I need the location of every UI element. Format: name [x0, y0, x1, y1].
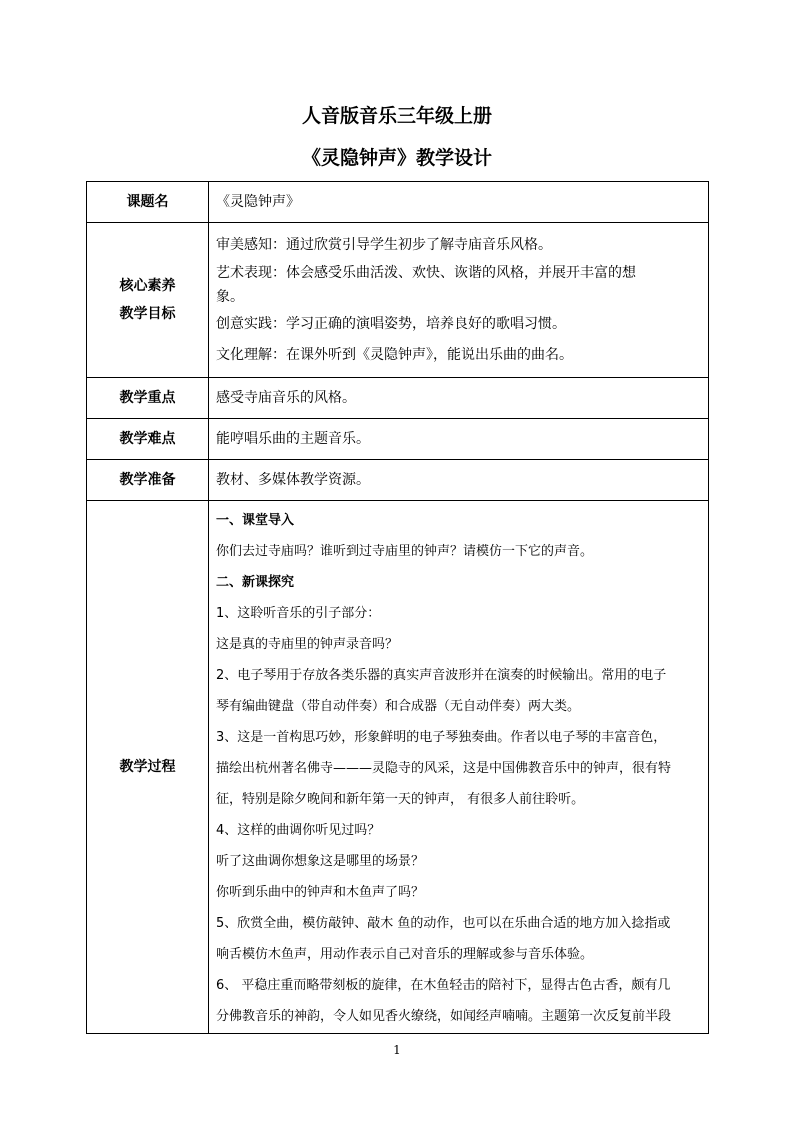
topic-label: 课题名	[87, 182, 209, 223]
table-row-preparation	[87, 460, 709, 501]
table-row-difficulties	[87, 419, 709, 460]
process-line: 你们去过寺庙吗？谁听到过寺庙里的钟声？请模仿一下它的声音。	[216, 543, 594, 559]
process-content	[209, 501, 709, 1034]
goals-label-line1: 核心素养	[119, 278, 176, 294]
process-line: 你听到乐曲中的钟声和木鱼声了吗？	[216, 884, 425, 900]
process-heading-explore: 二、新课探究	[216, 574, 295, 590]
preparation-label: 教学准备	[87, 460, 209, 501]
process-line: 听了这曲调你想象这是哪里的场景？	[216, 853, 425, 869]
table-row-topic	[87, 182, 709, 223]
process-line: 2、电子琴用于存放各类乐器的真实声音波形并在演奏的时候输出。常用的电子	[216, 667, 667, 683]
difficulties-value: 能哼唱乐曲的主题音乐。	[209, 419, 709, 460]
goal-cultural: 文化理解：在课外听到《灵隐钟声》，能说出乐曲的曲名。	[216, 346, 573, 363]
table-row-key-points	[87, 378, 709, 419]
process-line: 4、这样的曲调你听见过吗？	[216, 822, 381, 838]
topic-value: 《灵隐钟声》	[209, 182, 709, 223]
process-line: 5、欣赏全曲，模仿敲钟、敲木 鱼的动作，也可以在乐曲合适的地方加入捻指或	[216, 915, 671, 931]
document-subtitle: 《灵隐钟声》教学设计	[301, 147, 492, 169]
page-number: 1	[393, 1043, 401, 1057]
process-line: 3、这是一首构思巧妙，形象鲜明的电子琴独奏曲。作者以电子琴的丰富音色，	[216, 729, 667, 745]
goal-creative: 创意实践：学习正确的演唱姿势，培养良好的歌唱习惯。	[216, 315, 566, 332]
document-title: 人音版音乐三年级上册	[301, 105, 492, 127]
goals-label-line2: 教学目标	[119, 306, 176, 322]
goals-label	[87, 223, 209, 378]
process-body	[216, 503, 704, 1032]
process-line: 描绘出杭州著名佛寺———灵隐寺的风采，这是中国佛教音乐中的钟声，很有特	[216, 760, 672, 776]
process-line: 征，特别是除夕晚间和新年第一天的钟声， 有很多人前往聆听。	[216, 791, 585, 807]
table-row-process	[87, 501, 709, 1034]
goal-aesthetic: 审美感知：通过欣赏引导学生初步了解寺庙音乐风格。	[216, 236, 552, 253]
process-line: 分佛教音乐的神韵，令人如见香火缭绕，如闻经声喃喃。主题第一次反复前半段	[216, 1008, 672, 1024]
process-line: 这是真的寺庙里的钟声录音吗？	[216, 636, 399, 652]
lesson-plan-table	[86, 181, 709, 1034]
goal-artistic-cont: 象。	[216, 288, 244, 305]
process-line: 1、这聆听音乐的引子部分：	[216, 605, 381, 621]
key-points-label: 教学重点	[87, 378, 209, 419]
process-label: 教学过程	[87, 501, 209, 1034]
key-points-value: 感受寺庙音乐的风格。	[209, 378, 709, 419]
process-heading-intro: 一、课堂导入	[216, 512, 295, 528]
process-line: 琴有编曲键盘（带自动伴奏）和合成器（无自动伴奏）两大类。	[216, 698, 581, 714]
process-line: 响舌模仿木鱼声，用动作表示自己对音乐的理解或参与音乐体验。	[216, 946, 594, 962]
table-row-goals	[87, 223, 709, 378]
goals-content	[209, 223, 709, 378]
goal-artistic: 艺术表现：体会感受乐曲活泼、欢快、诙谐的风格，并展开丰富的想	[216, 264, 636, 281]
difficulties-label: 教学难点	[87, 419, 209, 460]
process-line: 6、 平稳庄重而略带刻板的旋律，在木鱼轻击的陪衬下，显得古色古香，颇有几	[216, 977, 671, 993]
preparation-value: 教材、多媒体教学资源。	[209, 460, 709, 501]
